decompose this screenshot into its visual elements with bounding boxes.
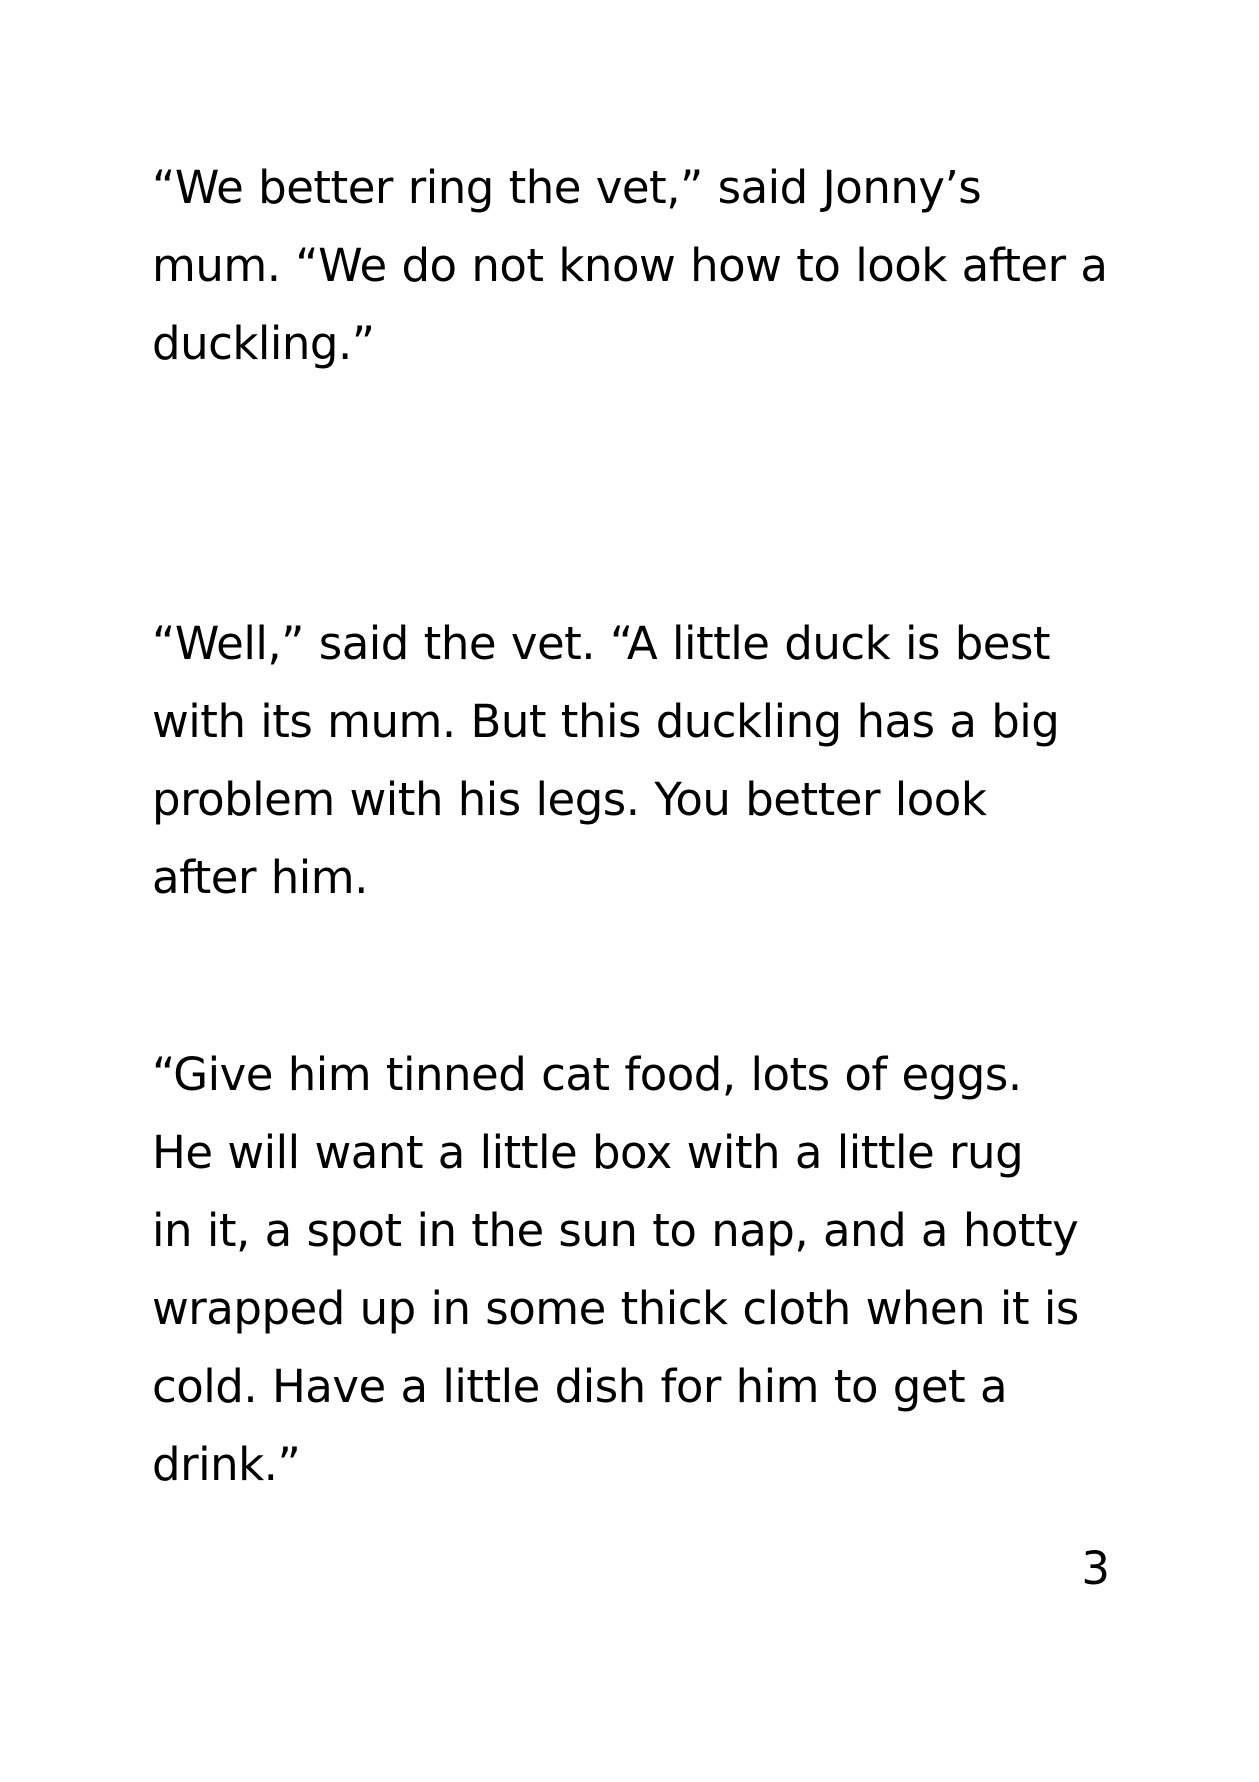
text-line: with its mum. But this duckling has a big	[152, 695, 1060, 748]
text-line: “Well,” said the vet. “A little duck is best	[152, 617, 1051, 670]
text-line: duckling.”	[152, 317, 375, 370]
paragraph-vet-call	[152, 149, 1112, 383]
text-line: after him.	[152, 851, 368, 904]
text-line: drink.”	[152, 1438, 301, 1491]
text-line: problem with his legs. You better look	[152, 773, 987, 826]
text-line: in it, a spot in the sun to nap, and a hotty	[152, 1204, 1079, 1257]
text-line: “Give him tinned cat food, lots of eggs.	[152, 1048, 1022, 1101]
text-line: wrapped up in some thick cloth when it is	[152, 1282, 1079, 1335]
page-number: 3	[1081, 1542, 1110, 1595]
text-line: “We better ring the vet,” said Jonny’s	[152, 161, 982, 214]
text-line: He will want a little box with a little rug	[152, 1126, 1024, 1179]
paragraph-care-instructions	[152, 1036, 1112, 1504]
text-line: mum. “We do not know how to look after a	[152, 239, 1108, 292]
paragraph-vet-advice	[152, 605, 1112, 917]
text-line: cold. Have a little dish for him to get a	[152, 1360, 1008, 1413]
